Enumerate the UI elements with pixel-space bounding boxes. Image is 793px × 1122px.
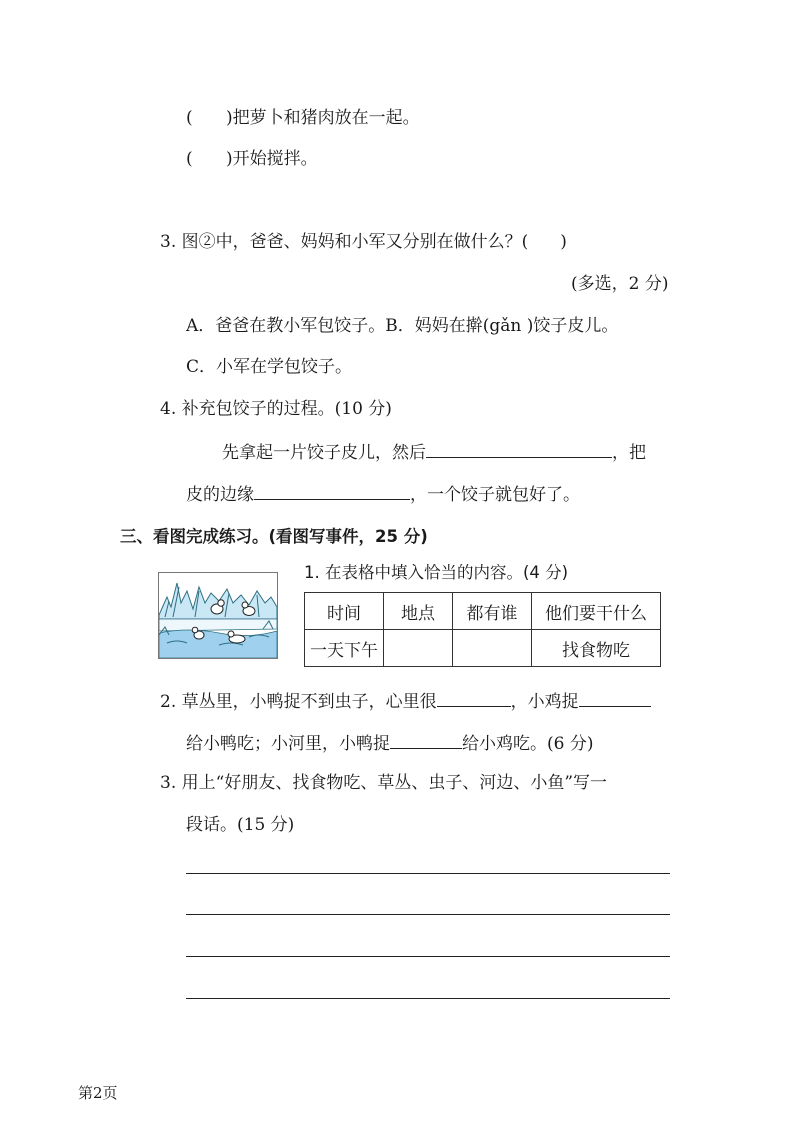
table-header-row [305, 593, 661, 630]
p3-q2-blank-1[interactable] [437, 689, 511, 707]
q3-option-b[interactable]: B．妈妈在擀(gǎn )饺子皮儿。 [385, 316, 619, 336]
q3-options-ab [186, 315, 618, 337]
p3-q3-number: 3. [160, 773, 177, 793]
q3-text: 图②中，爸爸、妈妈和小军又分别在做什么？( [181, 232, 529, 252]
writing-line[interactable] [186, 873, 670, 874]
table-row [305, 630, 661, 667]
q3-number: 3. [160, 232, 177, 252]
q3-question [160, 231, 567, 253]
p3-q2-blank-2[interactable] [579, 689, 651, 707]
step-a-paren[interactable]: ( [186, 108, 193, 128]
page-number: 第2页 [78, 1084, 118, 1102]
step-b [186, 148, 318, 170]
step-a-text: )把萝卜和猪肉放在一起。 [226, 108, 420, 128]
writing-line[interactable] [186, 998, 670, 999]
q4-text: 补充包饺子的过程。(10 分) [181, 399, 392, 419]
p3-q3-line2: 段话。(15 分) [186, 815, 295, 835]
q3-option-c[interactable]: C．小军在学包饺子。 [186, 357, 353, 377]
table-cell-place[interactable] [384, 630, 453, 667]
q4-blank-2[interactable] [254, 482, 410, 500]
p3-q3-line1 [160, 772, 607, 794]
table-cell-who[interactable] [453, 630, 532, 667]
p3-q2-number: 2. [160, 692, 177, 712]
step-a [186, 107, 420, 129]
p3-q2-text-b: ，小鸡捉 [510, 692, 579, 712]
p3-q2-line1 [160, 689, 651, 713]
q4-blank-1[interactable] [426, 440, 612, 458]
table-header-cell: 地点 [384, 593, 453, 630]
q4-line2 [186, 482, 580, 506]
p3-q2-text-d: 给小鸡吃。(6 分) [462, 734, 594, 754]
info-table [304, 592, 661, 667]
table-header-cell: 他们要干什么 [532, 593, 661, 630]
writing-line[interactable] [186, 914, 670, 915]
q4-line1 [222, 440, 646, 464]
p3-q3-text: 用上“好朋友、找食物吃、草丛、虫子、河边、小鱼”写一 [181, 773, 608, 793]
q4-line2-prefix: 皮的边缘 [186, 485, 254, 505]
table-cell-what: 找食物吃 [532, 630, 661, 667]
p3-q2-text-c: 给小鸭吃；小河里，小鸭捉 [186, 734, 390, 754]
scene-illustration [158, 572, 278, 659]
q4-number: 4. [160, 399, 177, 419]
q3-score: (多选，2 分) [571, 274, 669, 294]
p3-q2-blank-3[interactable] [390, 731, 462, 749]
step-b-paren[interactable]: ( [186, 149, 193, 169]
table-header-cell: 时间 [305, 593, 384, 630]
q4-line1-prefix: 先拿起一片饺子皮儿，然后 [222, 443, 426, 463]
q4-line2-suffix: ，一个饺子就包好了。 [410, 485, 580, 505]
step-b-text: )开始搅拌。 [226, 149, 318, 169]
p3-q1-text: 1. 在表格中填入恰当的内容。(4 分) [304, 563, 569, 582]
table-header-cell: 都有谁 [453, 593, 532, 630]
q4-question [160, 398, 392, 420]
p3-q2-line2 [186, 731, 593, 755]
part3-heading: 三、看图完成练习。(看图写事件，25 分) [120, 527, 428, 546]
q3-option-a[interactable]: A．爸爸在教小军包饺子。 [186, 316, 386, 336]
writing-line[interactable] [186, 956, 670, 957]
q3-close: ) [560, 232, 567, 252]
table-cell-time: 一天下午 [305, 630, 384, 667]
p3-q2-text-a: 草丛里，小鸭捉不到虫子，心里很 [181, 692, 437, 712]
scene-svg [159, 573, 277, 658]
q4-line1-suffix: ，把 [612, 443, 646, 463]
